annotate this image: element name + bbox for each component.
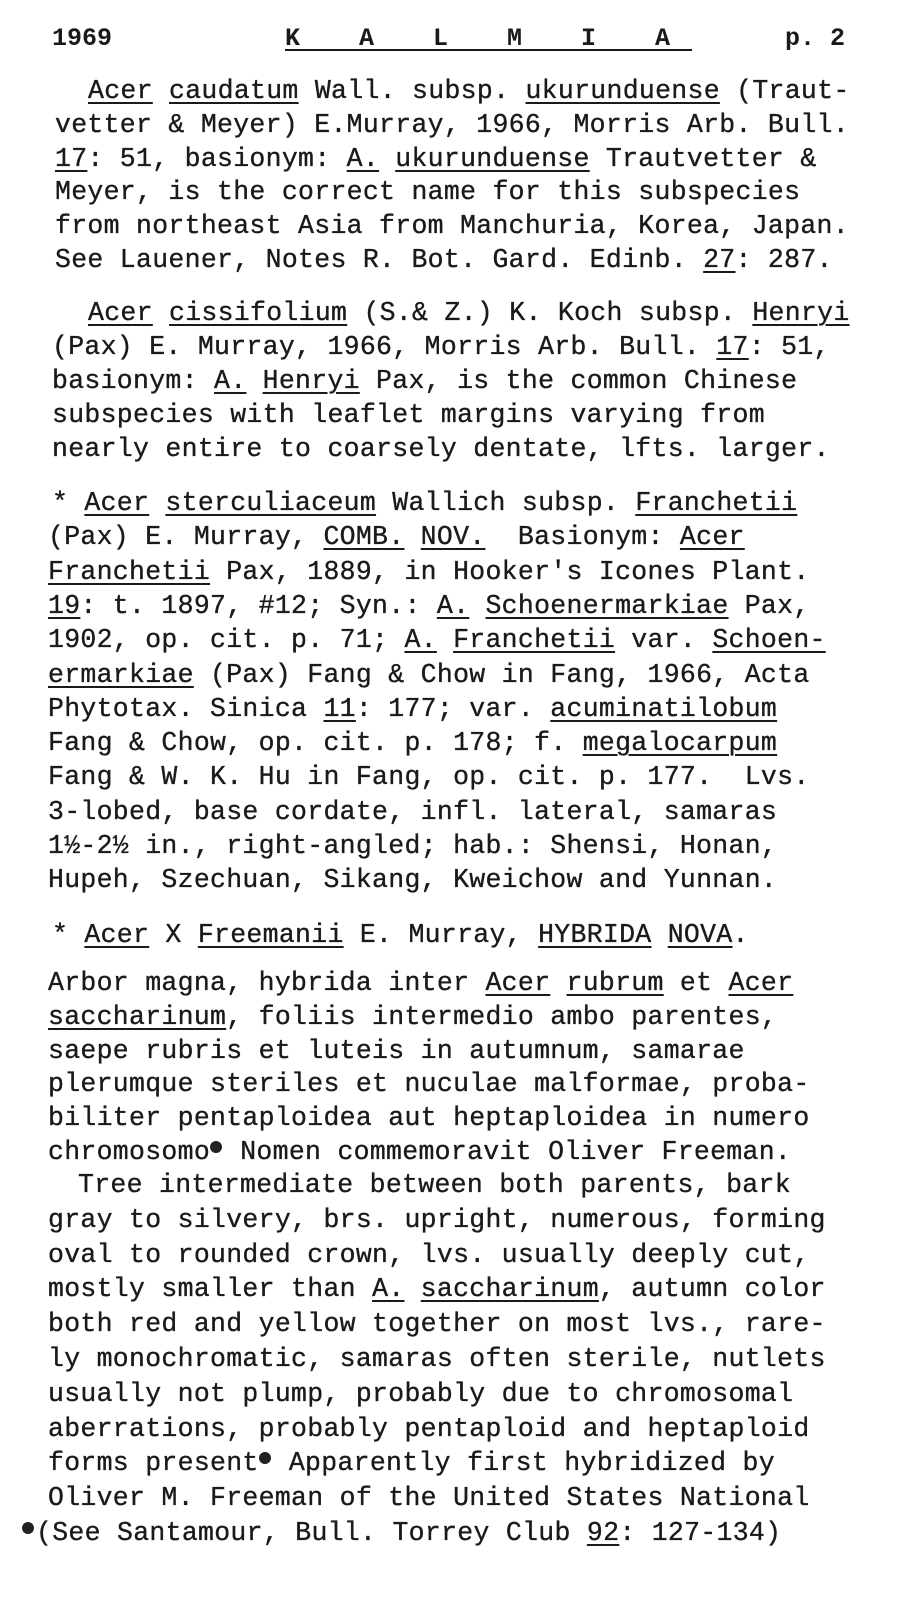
text-segment xyxy=(153,76,169,106)
text-segment: biliter pentaploidea aut heptaploidea in numero xyxy=(48,1103,810,1134)
text-segment: Pax, xyxy=(728,590,810,621)
header-title: K A L M I A xyxy=(285,24,693,53)
text-line xyxy=(55,209,849,243)
underlined-text: 11 xyxy=(323,693,356,724)
text-segment: Apparently first hybridized by xyxy=(272,1448,775,1479)
underlined-text: Acer xyxy=(679,522,745,553)
text-segment: Arbor magna, hybrida inter xyxy=(48,968,486,998)
text-line xyxy=(48,1342,826,1376)
text-line xyxy=(48,760,810,794)
text-line xyxy=(48,520,745,554)
underlined-text: Freemanii xyxy=(197,920,344,950)
text-line xyxy=(48,1034,745,1068)
underlined-text: Franchetii xyxy=(635,488,798,518)
text-segment: : t. 1897, #12; Syn.: xyxy=(80,590,437,621)
text-segment: (Pax) E. Murray, 1966, Morris Arb. Bull. xyxy=(52,332,717,362)
underlined-text: ermarkiae xyxy=(48,659,194,690)
text-segment: et xyxy=(663,968,729,998)
text-segment: (Pax) E. Murray, xyxy=(48,522,324,553)
text-line xyxy=(48,829,777,863)
text-line xyxy=(52,432,830,466)
text-segment: (See Santamour, Bull. Torrey Club xyxy=(36,1518,587,1548)
text-segment: subspecies with leaflet margins varying from xyxy=(52,400,765,430)
underlined-text: A. xyxy=(346,143,380,174)
text-segment: 3-lobed, base cordate, infl. lateral, samaras xyxy=(48,796,778,827)
underlined-text: Acer xyxy=(728,968,794,998)
text-segment: See Lauener, Notes R. Bot. Gard. Edinb. xyxy=(55,245,704,275)
text-segment: Meyer, is the correct name for this subspecies xyxy=(55,177,801,208)
text-line xyxy=(55,142,817,176)
text-line xyxy=(88,74,850,108)
text-segment: Trautvetter & xyxy=(589,143,817,174)
text-segment: both red and yellow together on most lvs., rare- xyxy=(48,1309,826,1340)
underlined-text: Henryi xyxy=(262,366,360,396)
text-line xyxy=(48,1101,810,1135)
text-segment: X xyxy=(149,920,198,950)
text-segment: , foliis intermedio ambo parentes, xyxy=(226,1001,778,1032)
text-segment xyxy=(550,968,566,998)
underlined-text: NOVA xyxy=(667,920,733,950)
text-segment xyxy=(379,144,395,174)
underlined-text: NOV. xyxy=(420,522,486,553)
underlined-text: acuminatilobum xyxy=(550,693,778,724)
text-segment: nearly entire to coarsely dentate, lfts. larger. xyxy=(52,434,830,464)
underlined-text: sterculiaceum xyxy=(165,488,377,518)
text-line xyxy=(48,966,793,1000)
underlined-text: Schoenermarkiae xyxy=(485,590,729,621)
text-line xyxy=(52,364,797,398)
text-line xyxy=(52,398,765,432)
text-segment: from northeast Asia from Manchuria, Korea, Japan. xyxy=(55,211,849,242)
text-segment: usually not plump, probably due to chromosomal xyxy=(48,1378,794,1409)
text-segment: mostly smaller than xyxy=(48,1274,373,1305)
text-segment: Wall. subsp. xyxy=(298,76,526,106)
underlined-text: rubrum xyxy=(566,968,664,998)
underlined-text: A. xyxy=(372,1274,405,1305)
text-segment xyxy=(469,591,485,621)
text-line xyxy=(48,1377,793,1411)
text-segment: plerumque steriles et nuculae malformae, proba- xyxy=(48,1069,810,1100)
text-line xyxy=(52,918,749,952)
text-line xyxy=(48,623,826,657)
text-line xyxy=(48,1238,810,1272)
underlined-text: Acer xyxy=(485,968,551,998)
text-segment: basionym: xyxy=(52,366,215,396)
text-line xyxy=(48,1000,777,1034)
text-line xyxy=(78,1168,791,1202)
text-line xyxy=(48,589,810,623)
text-segment: Fang & W. K. Hu in Fang, op. cit. p. 177. Lvs. xyxy=(48,762,810,793)
text-segment: 1½-2½ in., right-angled; hab.: Shensi, Honan, xyxy=(48,831,778,861)
underlined-text: caudatum xyxy=(169,76,299,106)
text-line xyxy=(48,1067,810,1101)
text-line xyxy=(55,175,800,209)
text-segment: , autumn color xyxy=(598,1274,826,1305)
underlined-text: Henryi xyxy=(752,298,850,328)
text-segment: aberrations, probably pentaploid and heptaploid xyxy=(48,1413,810,1444)
text-segment: saepe rubris et luteis in autumnum, samarae xyxy=(48,1035,745,1066)
text-line xyxy=(88,296,850,330)
footnote-bullet-icon xyxy=(22,1522,34,1534)
text-segment: E. Murray, xyxy=(343,920,539,950)
text-segment: * xyxy=(52,488,85,518)
text-line xyxy=(48,1481,810,1515)
header-year: 1969 xyxy=(52,24,113,53)
text-segment xyxy=(149,488,165,518)
footnote-bullet-icon xyxy=(210,1141,222,1153)
text-segment: gray to silvery, brs. upright, numerous, forming xyxy=(48,1204,826,1235)
underlined-text: cissifolium xyxy=(169,298,348,328)
underlined-text: Franchetii xyxy=(453,625,616,656)
underlined-text: Franchetii xyxy=(48,556,211,587)
text-segment: : 177; var. xyxy=(355,693,551,724)
text-line xyxy=(22,1516,781,1550)
text-segment: Hupeh, Szechuan, Sikang, Kweichow and Yunnan. xyxy=(48,865,778,896)
text-segment: : 51, basionym: xyxy=(87,143,347,174)
text-line xyxy=(52,486,797,520)
text-segment: ly monochromatic, samaras often sterile, nutlets xyxy=(48,1344,826,1374)
text-line xyxy=(52,330,830,364)
text-line xyxy=(55,243,833,277)
underlined-text: Schoen- xyxy=(712,625,826,656)
text-segment: Fang & Chow, op. cit. p. 178; f. xyxy=(48,728,583,759)
underlined-text: A. xyxy=(214,366,247,396)
text-segment: forms present xyxy=(48,1448,259,1479)
text-segment xyxy=(246,366,262,396)
text-segment: Phytotax. Sinica xyxy=(48,693,324,724)
text-segment: * xyxy=(52,920,85,950)
text-segment: Wallich subsp. xyxy=(376,488,636,518)
underlined-text: ukurunduense xyxy=(525,76,720,106)
text-segment: Pax, is the common Chinese xyxy=(359,366,798,396)
text-segment: var. xyxy=(615,625,713,656)
underlined-text: Acer xyxy=(84,488,150,518)
underlined-text: COMB. xyxy=(323,522,405,553)
text-line xyxy=(48,692,777,726)
text-segment xyxy=(437,625,453,655)
text-segment: : 287. xyxy=(735,245,833,275)
text-line xyxy=(48,1203,826,1237)
text-segment: : 127-134) xyxy=(619,1518,782,1548)
underlined-text: ukurunduense xyxy=(395,143,590,174)
footnote-bullet-icon xyxy=(259,1452,271,1464)
underlined-text: HYBRIDA xyxy=(538,920,652,950)
text-line xyxy=(48,726,777,760)
underlined-text: 92 xyxy=(586,1518,620,1548)
underlined-text: Acer xyxy=(88,76,153,106)
text-segment xyxy=(404,1274,420,1304)
text-segment xyxy=(652,920,668,950)
text-segment: Tree intermediate between both parents, bark xyxy=(78,1170,791,1200)
text-line xyxy=(55,108,849,142)
text-segment: (Pax) Fang & Chow in Fang, 1966, Acta xyxy=(193,659,810,690)
underlined-text: megalocarpum xyxy=(582,728,778,759)
underlined-text: saccharinum xyxy=(48,1001,227,1032)
text-line xyxy=(48,1307,826,1341)
underlined-text: A. xyxy=(436,590,470,621)
text-segment: Nomen commemoravit Oliver Freeman. xyxy=(224,1137,792,1167)
underlined-text: 17 xyxy=(55,143,88,174)
header-page-number: p. 2 xyxy=(785,24,846,53)
text-line xyxy=(48,555,810,589)
text-segment: . xyxy=(732,920,749,950)
text-line xyxy=(48,1446,775,1480)
underlined-text: Acer xyxy=(84,920,150,950)
text-segment: Pax, 1889, in Hooker's Icones Plant. xyxy=(210,556,810,587)
underlined-text: saccharinum xyxy=(420,1274,599,1305)
text-segment xyxy=(153,298,169,328)
text-line xyxy=(48,1272,826,1306)
text-segment: oval to rounded crown, lvs. usually deeply cut, xyxy=(48,1239,810,1270)
text-line xyxy=(48,1135,791,1169)
underlined-text: 17 xyxy=(716,332,749,362)
text-segment: vetter & Meyer) E.Murray, 1966, Morris Arb. Bull. xyxy=(55,109,849,140)
text-line xyxy=(48,795,777,829)
text-segment: Basionym: xyxy=(485,522,680,553)
underlined-text: 19 xyxy=(48,590,81,621)
text-segment: Oliver M. Freeman of the United States National xyxy=(48,1483,810,1514)
text-line xyxy=(48,658,810,692)
text-line xyxy=(48,1412,810,1446)
text-segment: chromosomo xyxy=(48,1137,211,1167)
text-segment: (Traut- xyxy=(719,76,850,106)
text-segment xyxy=(404,522,420,552)
text-segment: : 51, xyxy=(748,332,830,362)
underlined-text: A. xyxy=(404,625,437,656)
underlined-text: 27 xyxy=(703,245,736,275)
text-segment: 1902, op. cit. p. 71; xyxy=(48,625,405,656)
text-line xyxy=(48,863,777,897)
underlined-text: Acer xyxy=(88,298,153,328)
text-segment: (S.& Z.) K. Koch subsp. xyxy=(347,298,753,328)
